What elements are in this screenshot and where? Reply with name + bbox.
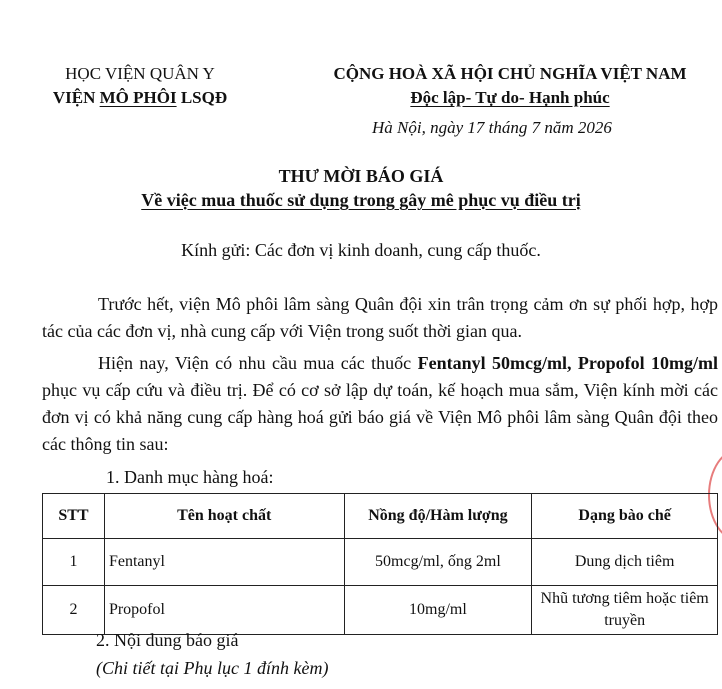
document-date: Hà Nội, ngày 17 tháng 7 năm 2026 bbox=[372, 118, 612, 137]
table-row bbox=[43, 539, 718, 586]
column-header: STT bbox=[43, 494, 105, 539]
table-cell: 1 bbox=[43, 539, 105, 586]
table-row bbox=[43, 586, 718, 635]
header-left bbox=[40, 62, 240, 110]
table-cell: Fentanyl bbox=[104, 539, 344, 586]
column-header: Tên hoạt chất bbox=[104, 494, 344, 539]
column-header: Dạng bào chế bbox=[532, 494, 718, 539]
paragraph-2: Hiện nay, Viện có nhu cầu mua các thuốc Fentanyl 50mcg/ml, Propofol 10mg/ml phục vụ cấp cứu và điều trị. Để có cơ sở lập dự toán, kế hoạch mua sắm, Viện kính mời các đơn vị có khả năng cung cấp hàng hoá gửi báo giá về Viện Mô phôi lâm sàng Quân đội theo các thông tin sau: bbox=[42, 353, 718, 454]
section-1-heading: 1. Danh mục hàng hoá: bbox=[106, 467, 274, 487]
greeting: Kính gửi: Các đơn vị kinh doanh, cung cấp thuốc. bbox=[181, 240, 541, 260]
header-right bbox=[300, 62, 720, 110]
paragraph-1: Trước hết, viện Mô phôi lâm sàng Quân đội xin trân trọng cảm ơn sự phối hợp, hợp tác của các đơn vị, nhà cung cấp với Viện trong suốt thời gian qua. bbox=[42, 294, 718, 341]
table-cell: 50mcg/ml, ống 2ml bbox=[344, 539, 532, 586]
column-header: Nồng độ/Hàm lượng bbox=[344, 494, 532, 539]
goods-table bbox=[42, 493, 718, 635]
country-name: CỘNG HOÀ XÃ HỘI CHỦ NGHĨA VIỆT NAM bbox=[333, 64, 687, 83]
table-cell: Propofol bbox=[104, 586, 344, 635]
document-title: THƯ MỜI BÁO GIÁ bbox=[278, 166, 444, 186]
document-subtitle: Về việc mua thuốc sử dụng trong gây mê phục vụ điều trị bbox=[141, 190, 581, 210]
academy-name: HỌC VIỆN QUÂN Y bbox=[65, 64, 215, 83]
appendix-note: (Chi tiết tại Phụ lục 1 đính kèm) bbox=[96, 658, 329, 678]
institute-name-underlined: MÔ PHÔI bbox=[99, 88, 177, 107]
table-cell: Nhũ tương tiêm hoặc tiêm truyền bbox=[532, 586, 718, 635]
drug-list-bold: Fentanyl 50mcg/ml, Propofol 10mg/ml bbox=[417, 353, 718, 373]
section-2-heading: 2. Nội dung báo giá bbox=[96, 630, 239, 650]
table-cell: 10mg/ml bbox=[344, 586, 532, 635]
national-motto: Độc lập- Tự do- Hạnh phúc bbox=[410, 88, 610, 107]
table-header-row bbox=[43, 494, 718, 539]
table-cell: 2 bbox=[43, 586, 105, 635]
institute-name: VIỆN MÔ PHÔI LSQĐ bbox=[52, 88, 228, 107]
table-cell: Dung dịch tiêm bbox=[532, 539, 718, 586]
